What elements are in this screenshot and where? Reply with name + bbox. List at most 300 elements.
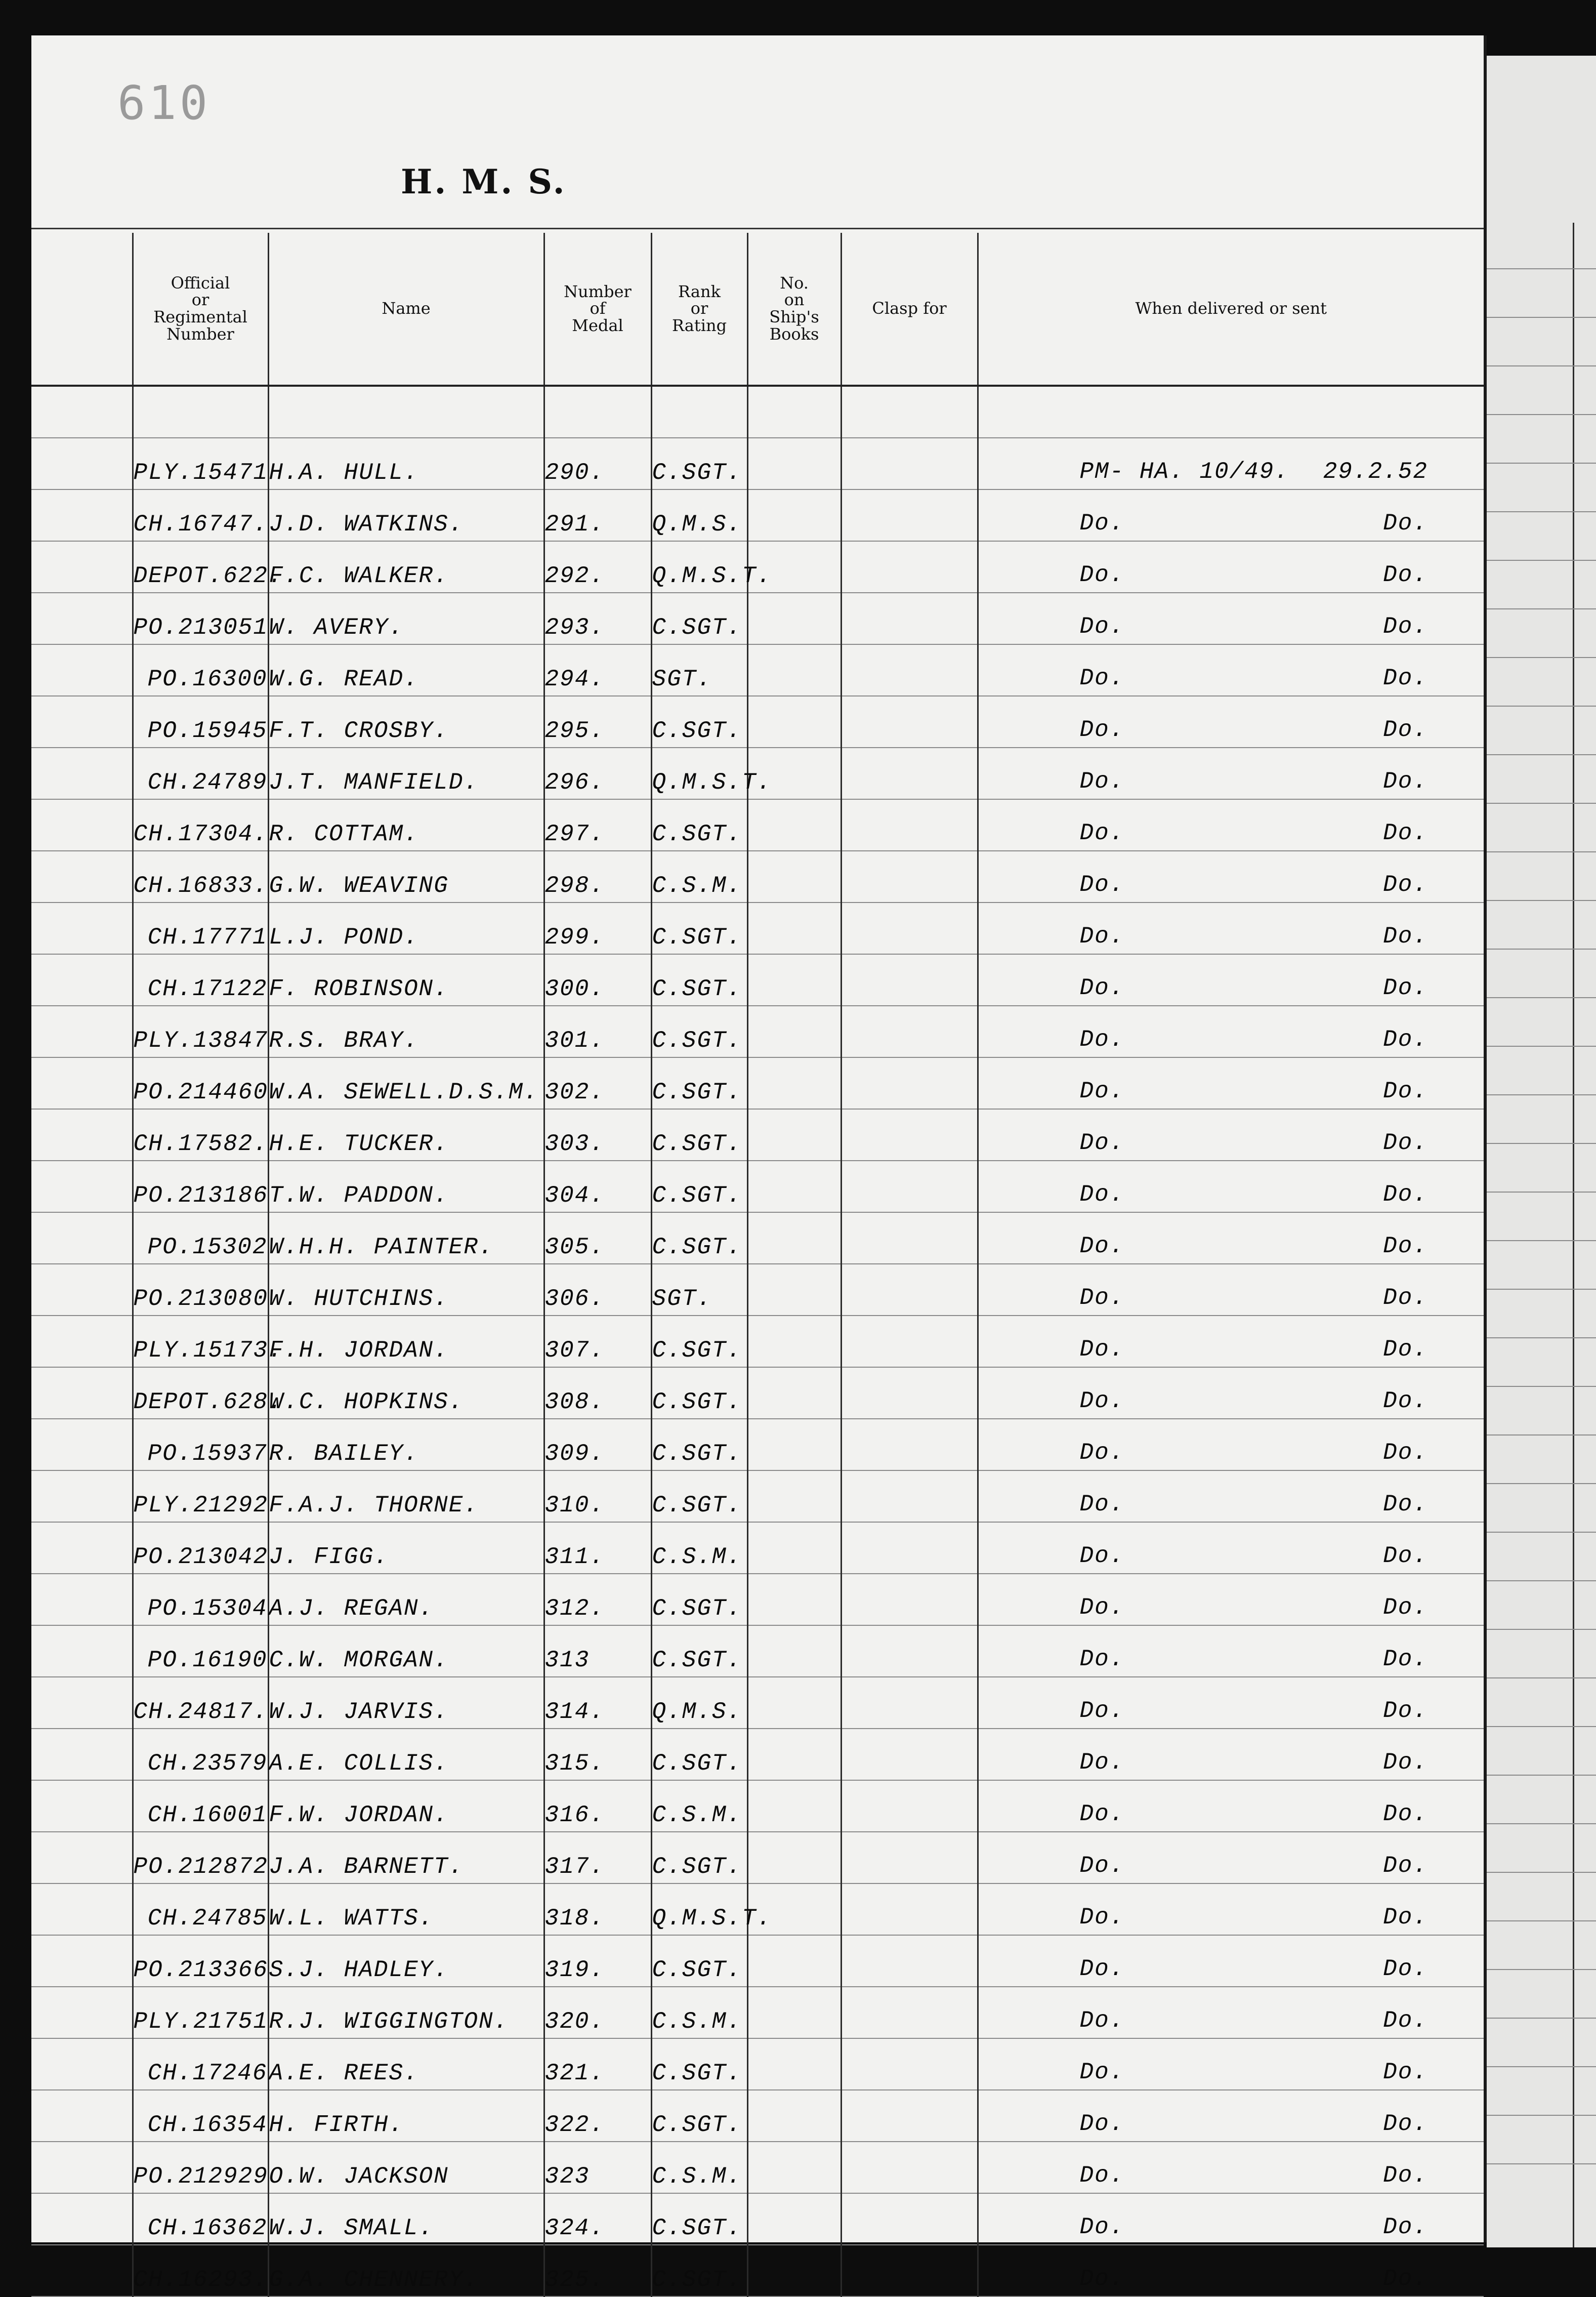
delivered-cell: [978, 1832, 1484, 1883]
margin-cell: [31, 1264, 133, 1316]
official-number: PLY.15173.: [133, 1316, 268, 1367]
official-number: CH.24785: [133, 1883, 268, 1935]
delivered-to: Do.: [1079, 717, 1125, 743]
ship-heading: H. M. S.: [401, 162, 567, 201]
official-number: CH.23579: [133, 1729, 268, 1780]
rank-cell: C.SGT.: [651, 1574, 747, 1625]
medal-roll-table: [31, 233, 1484, 2297]
margin-cell: [31, 1677, 133, 1729]
rank-cell: C.SGT.: [651, 1109, 747, 1161]
delivered-date: Do.: [1383, 665, 1428, 691]
medal-number: 315.: [544, 1729, 651, 1780]
delivered-to: Do.: [1079, 2266, 1125, 2292]
clasp-cell: [841, 2038, 978, 2090]
column-header-text: Rank: [678, 281, 721, 301]
table-row: [31, 1987, 1484, 2038]
name-cell: W.J. JARVIS.: [268, 1677, 544, 1729]
medal-number: 314.: [544, 1677, 651, 1729]
name-cell: A.E. COLLIS.: [268, 1729, 544, 1780]
clasp-cell: [841, 438, 978, 489]
margin-cell: [31, 1161, 133, 1212]
margin-cell: [31, 1470, 133, 1522]
delivered-cell: [978, 1883, 1484, 1935]
ship-books-cell: [747, 1832, 841, 1883]
medal-number: 294.: [544, 644, 651, 696]
margin-cell: [31, 1987, 133, 2038]
delivered-to: Do.: [1079, 2162, 1125, 2189]
delivered-date: Do.: [1383, 1956, 1428, 1982]
table-row: [31, 696, 1484, 748]
margin-cell: [31, 593, 133, 644]
name-cell: W.J. SMALL.: [268, 2193, 544, 2245]
name-cell: R. COTTAM.: [268, 799, 544, 851]
table-row: [31, 1574, 1484, 1625]
rank-cell: C.S.M.: [651, 1987, 747, 2038]
rank-cell: Q.M.S.: [651, 1677, 747, 1729]
column-header-text: Regimental: [153, 307, 247, 326]
official-number: PO.15302: [133, 1212, 268, 1264]
delivered-cell: [978, 1212, 1484, 1264]
margin-cell: [31, 1522, 133, 1574]
delivered-date: Do.: [1383, 1543, 1428, 1569]
table-row: [31, 1832, 1484, 1883]
delivered-cell: [978, 1522, 1484, 1574]
delivered-cell: [978, 954, 1484, 1006]
name-cell: F.W. JORDAN.: [268, 1780, 544, 1832]
ship-books-cell: [747, 644, 841, 696]
margin-cell: [31, 748, 133, 799]
official-number: PO.16190: [133, 1625, 268, 1677]
delivered-date: Do.: [1383, 1594, 1428, 1621]
delivered-to: Do.: [1079, 1698, 1125, 1724]
table-row: [31, 2090, 1484, 2142]
clasp-cell: [841, 1367, 978, 1419]
delivered-cell: [978, 1419, 1484, 1470]
ship-books-cell: [747, 903, 841, 954]
heading-rule: [31, 228, 1484, 229]
official-number: PO.213366: [133, 1935, 268, 1987]
table-row: [31, 1109, 1484, 1161]
delivered-date: Do.: [1383, 1027, 1428, 1053]
margin-cell: [31, 489, 133, 541]
name-cell: H.A. HULL.: [268, 438, 544, 489]
table-row: [31, 644, 1484, 696]
rank-cell: C.S.M.: [651, 1780, 747, 1832]
medal-number: 305.: [544, 1212, 651, 1264]
column-header: [544, 233, 651, 386]
delivered-date: Do.: [1383, 820, 1428, 846]
margin-cell: [31, 1212, 133, 1264]
margin-cell: [31, 1006, 133, 1057]
delivered-to: Do.: [1079, 1233, 1125, 1259]
table-row: [31, 2038, 1484, 2090]
official-number: CH.24817.: [133, 1677, 268, 1729]
delivered-to: Do.: [1079, 768, 1125, 795]
name-cell: L.J. POND.: [268, 903, 544, 954]
rank-cell: C.SGT.: [651, 903, 747, 954]
rank-cell: C.SGT.: [651, 2038, 747, 2090]
column-header: [268, 233, 544, 386]
facing-page-edge: [1487, 56, 1596, 2247]
name-cell: A.E. REES.: [268, 2038, 544, 2090]
official-number: PO.212929: [133, 2142, 268, 2193]
medal-number: 301.: [544, 1006, 651, 1057]
delivered-to: Do.: [1079, 1904, 1125, 1931]
official-number: CH.16747.: [133, 489, 268, 541]
ship-books-cell: [747, 696, 841, 748]
name-cell: H. FIRTH.: [268, 2090, 544, 2142]
ship-books-cell: [747, 1316, 841, 1367]
official-number: CH.17304.: [133, 799, 268, 851]
medal-number: 310.: [544, 1470, 651, 1522]
official-number: PO.213051: [133, 593, 268, 644]
delivered-date: Do.: [1383, 1904, 1428, 1931]
clasp-cell: [841, 1625, 978, 1677]
name-cell: R.J. WIGGINGTON.: [268, 1987, 544, 2038]
medal-number: 302.: [544, 1057, 651, 1109]
rank-cell: Q.M.S.: [651, 489, 747, 541]
table-row: [31, 799, 1484, 851]
clasp-cell: [841, 799, 978, 851]
ship-books-cell: [747, 593, 841, 644]
clasp-cell: [841, 2245, 978, 2296]
official-number: CH.17582.: [133, 1109, 268, 1161]
table-row: [31, 1006, 1484, 1057]
table-row: [31, 903, 1484, 954]
ship-books-cell: [747, 1057, 841, 1109]
rank-cell: C.S.M.: [651, 1522, 747, 1574]
ship-books-cell: [747, 1522, 841, 1574]
delivered-cell: [978, 1574, 1484, 1625]
delivered-cell: [978, 748, 1484, 799]
rank-cell: C.SGT.: [651, 1057, 747, 1109]
margin-cell: [31, 1574, 133, 1625]
margin-cell: [31, 1625, 133, 1677]
rank-cell: C.SGT.: [651, 1832, 747, 1883]
ship-books-cell: [747, 1729, 841, 1780]
delivered-date: Do.: [1383, 2214, 1428, 2240]
clasp-cell: [841, 1574, 978, 1625]
table-row: [31, 748, 1484, 799]
clasp-cell: [841, 644, 978, 696]
margin-cell: [31, 644, 133, 696]
ship-books-cell: [747, 954, 841, 1006]
delivered-cell: [978, 2193, 1484, 2245]
rank-cell: C.SGT.: [651, 1729, 747, 1780]
official-number: PO.214460: [133, 1057, 268, 1109]
clasp-cell: [841, 1419, 978, 1470]
official-number: PO.15945: [133, 696, 268, 748]
delivered-date: Do.: [1383, 1749, 1428, 1776]
margin-cell: [31, 954, 133, 1006]
delivered-cell: [978, 903, 1484, 954]
medal-number: 319.: [544, 1935, 651, 1987]
column-header: [978, 233, 1484, 386]
rank-cell: SGT.: [651, 644, 747, 696]
margin-cell: [31, 1109, 133, 1161]
delivered-to: PM- HA. 10/49.: [1079, 459, 1289, 485]
medal-number: 298.: [544, 851, 651, 903]
name-cell: W.G. READ.: [268, 644, 544, 696]
name-cell: S.J. HADLEY.: [268, 1935, 544, 1987]
official-number: CH.16362: [133, 2193, 268, 2245]
delivered-to: Do.: [1079, 2111, 1125, 2137]
delivered-cell: [978, 2142, 1484, 2193]
delivered-date: Do.: [1383, 2111, 1428, 2137]
delivered-to: Do.: [1079, 1078, 1125, 1104]
medal-number: 306.: [544, 1264, 651, 1316]
column-header-text: Rating: [671, 315, 727, 335]
name-cell: W.H.H. PAINTER.: [268, 1212, 544, 1264]
ship-books-cell: [747, 1780, 841, 1832]
margin-cell: [31, 1780, 133, 1832]
delivered-cell: [978, 1161, 1484, 1212]
delivered-to: Do.: [1079, 820, 1125, 846]
rank-cell: C.SGT.: [651, 1935, 747, 1987]
rank-cell: C.SGT.: [651, 1625, 747, 1677]
official-number: DEPOT.628.: [133, 1367, 268, 1419]
ship-books-cell: [747, 489, 841, 541]
delivered-to: Do.: [1079, 510, 1125, 537]
name-cell: W. AVERY.: [268, 593, 544, 644]
rank-cell: C.SGT.: [651, 2193, 747, 2245]
delivered-cell: [978, 1316, 1484, 1367]
clasp-cell: [841, 1780, 978, 1832]
delivered-to: Do.: [1079, 562, 1125, 588]
official-number: CH.16833.: [133, 851, 268, 903]
column-header-text: Books: [769, 324, 819, 344]
margin-cell: [31, 1316, 133, 1367]
medal-number: 300.: [544, 954, 651, 1006]
official-number: PO.213080: [133, 1264, 268, 1316]
column-header-text: When delivered or sent: [1135, 299, 1327, 318]
delivered-cell: [978, 644, 1484, 696]
margin-cell: [31, 1057, 133, 1109]
column-header: [133, 233, 268, 386]
rank-cell: C.S.M.: [651, 851, 747, 903]
delivered-cell: [978, 1264, 1484, 1316]
delivered-to: Do.: [1079, 1491, 1125, 1517]
delivered-date: Do.: [1383, 2266, 1428, 2292]
table-row: [31, 1161, 1484, 1212]
ship-books-cell: [747, 2090, 841, 2142]
table-row: [31, 1316, 1484, 1367]
delivered-cell: [978, 489, 1484, 541]
ship-books-cell: [747, 2142, 841, 2193]
clasp-cell: [841, 1264, 978, 1316]
name-cell: J. FIGG.: [268, 1522, 544, 1574]
ship-books-cell: [747, 438, 841, 489]
table-row: [31, 1212, 1484, 1264]
delivered-to: Do.: [1079, 1181, 1125, 1208]
delivered-cell: [978, 541, 1484, 593]
column-header-text: on: [784, 290, 805, 310]
ship-books-cell: [747, 1470, 841, 1522]
clasp-cell: [841, 2090, 978, 2142]
delivered-date: Do.: [1383, 562, 1428, 588]
name-cell: R. BAILEY.: [268, 1419, 544, 1470]
column-header-text: Official: [171, 273, 230, 293]
delivered-cell: [978, 438, 1484, 489]
table-row: [31, 1057, 1484, 1109]
table-row: [31, 2193, 1484, 2245]
delivered-date: Do.: [1383, 613, 1428, 640]
column-header-text: Number: [564, 281, 632, 301]
delivered-cell: [978, 696, 1484, 748]
ship-books-cell: [747, 1935, 841, 1987]
column-header-text: Medal: [572, 315, 623, 335]
margin-cell: [31, 2090, 133, 2142]
delivered-date: Do.: [1383, 1336, 1428, 1363]
medal-number: 293.: [544, 593, 651, 644]
medal-number: 297.: [544, 799, 651, 851]
margin-cell: [31, 1832, 133, 1883]
name-cell: W.C. HOPKINS.: [268, 1367, 544, 1419]
delivered-date: Do.: [1383, 1233, 1428, 1259]
delivered-to: Do.: [1079, 975, 1125, 1001]
medal-number: 304.: [544, 1161, 651, 1212]
table-row: [31, 2245, 1484, 2296]
medal-number: 308.: [544, 1367, 651, 1419]
delivered-cell: [978, 1470, 1484, 1522]
clasp-cell: [841, 1057, 978, 1109]
clasp-cell: [841, 2142, 978, 2193]
official-number: CH.16354: [133, 2090, 268, 2142]
name-cell: O.W. JACKSON: [268, 2142, 544, 2193]
ship-books-cell: [747, 1625, 841, 1677]
column-header-text: Clasp for: [872, 299, 947, 318]
ship-books-cell: [747, 2245, 841, 2296]
table-row: [31, 1419, 1484, 1470]
clasp-cell: [841, 1883, 978, 1935]
delivered-cell: [978, 2245, 1484, 2296]
delivered-date: Do.: [1383, 2007, 1428, 2034]
name-cell: A.J. REGAN.: [268, 1574, 544, 1625]
rank-cell: C.SGT.: [651, 1419, 747, 1470]
medal-number: 303.: [544, 1109, 651, 1161]
column-header: [747, 233, 841, 386]
margin-cell: [31, 1935, 133, 1987]
rank-cell: C.SGT.: [651, 1006, 747, 1057]
clasp-cell: [841, 1987, 978, 2038]
delivered-to: Do.: [1079, 1336, 1125, 1363]
rank-cell: SGT.: [651, 1264, 747, 1316]
rank-cell: C.SGT.: [651, 2245, 747, 2296]
clasp-cell: [841, 1677, 978, 1729]
clasp-cell: [841, 1729, 978, 1780]
table-row: [31, 1729, 1484, 1780]
table-row: [31, 541, 1484, 593]
rank-cell: Q.M.S.T.: [651, 748, 747, 799]
ship-books-cell: [747, 1419, 841, 1470]
rank-cell: C.SGT.: [651, 1161, 747, 1212]
official-number: CH.17246: [133, 2038, 268, 2090]
column-header-text: or: [191, 290, 209, 310]
rank-cell: C.S.M.: [651, 2142, 747, 2193]
rank-cell: C.SGT.: [651, 1316, 747, 1367]
table-row: [31, 851, 1484, 903]
name-cell: J.T. MANFIELD.: [268, 748, 544, 799]
delivered-to: Do.: [1079, 1646, 1125, 1672]
rank-cell: C.SGT.: [651, 799, 747, 851]
column-header: [841, 233, 978, 386]
table-row: [31, 954, 1484, 1006]
delivered-date: Do.: [1383, 1646, 1428, 1672]
ship-books-cell: [747, 1677, 841, 1729]
delivered-to: Do.: [1079, 665, 1125, 691]
margin-cell: [31, 851, 133, 903]
official-number: CH.17771: [133, 903, 268, 954]
delivered-cell: [978, 851, 1484, 903]
name-cell: G.A. CHENNERY.: [268, 2245, 544, 2296]
delivered-cell: [978, 799, 1484, 851]
medal-number: 311.: [544, 1522, 651, 1574]
column-header-text: of: [590, 299, 606, 318]
medal-number: 325.: [544, 2245, 651, 2296]
official-number: PLY.21751: [133, 1987, 268, 2038]
table-row: [31, 1522, 1484, 1574]
rank-cell: Q.M.S.T.: [651, 541, 747, 593]
ship-books-cell: [747, 1987, 841, 2038]
name-cell: F.A.J. THORNE.: [268, 1470, 544, 1522]
medal-number: 324.: [544, 2193, 651, 2245]
clasp-cell: [841, 696, 978, 748]
delivered-cell: [978, 2090, 1484, 2142]
delivered-to: Do.: [1079, 1130, 1125, 1156]
rank-cell: C.SGT.: [651, 1470, 747, 1522]
official-number: PO.212872: [133, 1832, 268, 1883]
clasp-cell: [841, 541, 978, 593]
ship-books-cell: [747, 1367, 841, 1419]
name-cell: J.D. WATKINS.: [268, 489, 544, 541]
medal-number: 320.: [544, 1987, 651, 2038]
clasp-cell: [841, 903, 978, 954]
name-cell: T.W. PADDON.: [268, 1161, 544, 1212]
official-number: CH.16001: [133, 1780, 268, 1832]
medal-number: 309.: [544, 1419, 651, 1470]
register-page: [31, 35, 1487, 2293]
delivered-to: Do.: [1079, 1801, 1125, 1827]
delivered-date: Do.: [1383, 1698, 1428, 1724]
margin-cell: [31, 1883, 133, 1935]
medal-number: 312.: [544, 1574, 651, 1625]
delivered-to: Do.: [1079, 1749, 1125, 1776]
margin-cell: [31, 799, 133, 851]
delivered-cell: [978, 1625, 1484, 1677]
official-number: PO.213042: [133, 1522, 268, 1574]
clasp-cell: [841, 748, 978, 799]
delivered-to: Do.: [1079, 1853, 1125, 1879]
delivered-date: 29.2.52: [1323, 459, 1428, 485]
name-cell: H.E. TUCKER.: [268, 1109, 544, 1161]
clasp-cell: [841, 1832, 978, 1883]
delivered-date: Do.: [1383, 1440, 1428, 1466]
delivered-to: Do.: [1079, 1956, 1125, 1982]
delivered-cell: [978, 1109, 1484, 1161]
column-header-text: Name: [382, 299, 431, 318]
medal-number: 290.: [544, 438, 651, 489]
table-row: [31, 438, 1484, 489]
margin-cell: [31, 903, 133, 954]
delivered-cell: [978, 1987, 1484, 2038]
medal-number: 313: [544, 1625, 651, 1677]
name-cell: G.W. WEAVING: [268, 851, 544, 903]
delivered-cell: [978, 1935, 1484, 1987]
medal-number: 318.: [544, 1883, 651, 1935]
delivered-date: Do.: [1383, 872, 1428, 898]
official-number: PLY.15471: [133, 438, 268, 489]
rank-cell: C.SGT.: [651, 593, 747, 644]
